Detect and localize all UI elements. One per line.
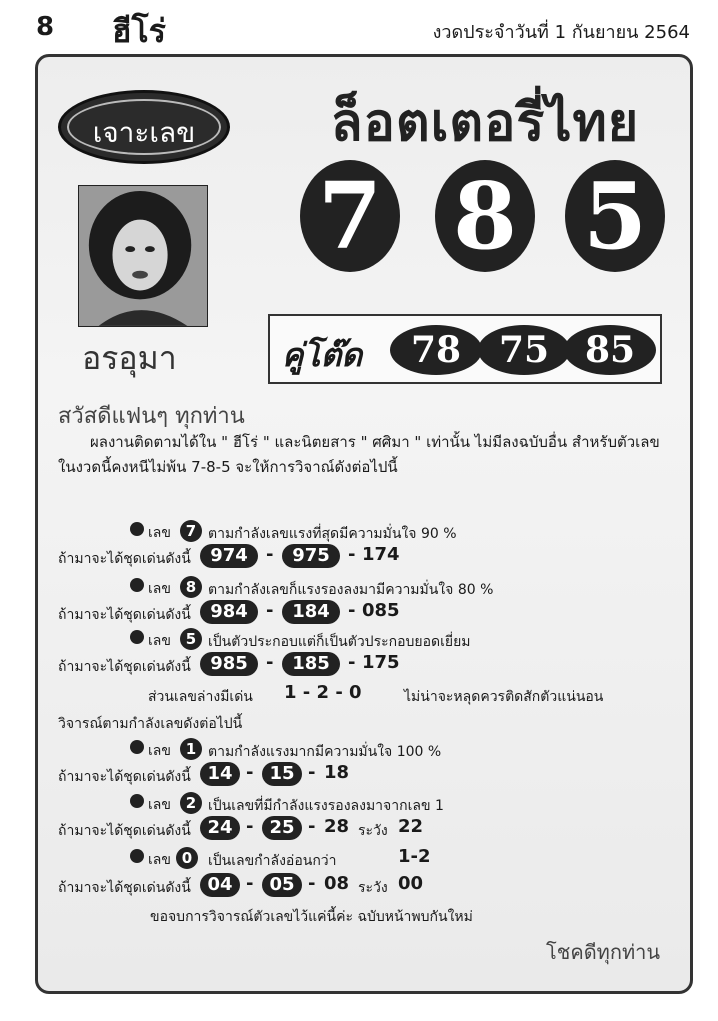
analysis-extra: 1-2 [398,846,431,867]
analysis-desc: เป็นเลขที่มีกำลังแรงรองลงมาจากเลข 1 [208,798,444,814]
combo-number: 25 [262,816,302,840]
separator: - [348,600,356,621]
separator: - [348,652,356,673]
intro-line: ในงวดนี้คงหนีไม่พ้น 7-8-5 จะให้การวิจาณ์ดังต่อไปนี้ [58,458,398,476]
main-number: 7 [317,162,382,270]
combo-row [0,543,718,573]
combo-number: 975 [282,544,340,568]
separator: - [308,873,316,894]
main-number-ball [300,160,400,272]
combo-label: ถ้ามาจะได้ชุดเด่นดังนี้ [58,880,191,896]
combo-label: ถ้ามาจะได้ชุดเด่นดังนี้ [58,607,191,623]
combo-number: 14 [200,762,240,786]
combo-number: 985 [200,652,258,676]
combo-number: 24 [200,816,240,840]
prefix: เลข [148,633,171,649]
combo-label: ถ้ามาจะได้ชุดเด่นดังนี้ [58,659,191,675]
magazine-name: ฮีโร่ [112,12,166,50]
digit-ball: 5 [180,628,202,650]
lower-digits: 1 - 2 - 0 [284,682,362,703]
badge-label: เจาะเลข [92,116,196,149]
combo-number: 28 [324,816,350,837]
combo-number: 05 [262,873,302,897]
combo-number: 04 [200,873,240,897]
prefix: เลข [148,525,171,541]
guard-number: 22 [398,816,424,837]
combo-row [0,651,718,681]
prefix: เลข [148,581,171,597]
separator: - [308,762,316,783]
analysis-desc: ตามกำลังเลขก็แรงรองลงมามีความมั่นใจ 80 % [208,582,494,598]
combo-number: 185 [282,652,340,676]
main-number-ball [435,160,535,272]
separator: - [308,816,316,837]
separator: - [266,544,274,565]
separator: - [348,544,356,565]
pair-box [268,314,662,384]
lower-label: ส่วนเลขล่างมีเด่น [148,689,253,705]
analysis-desc: ตามกำลังเลขแรงที่สุดมีความมั่นใจ 90 % [208,526,457,542]
bullet-icon [130,740,144,754]
digit-ball: 8 [180,576,202,598]
page-header [0,0,718,52]
guard-number: 00 [398,873,424,894]
pair-number: 75 [478,325,570,375]
combo-number: 175 [362,652,400,673]
separator: - [246,816,254,837]
closing-text: ขอจบการวิจารณ์ตัวเลขไว้แค่นี้ค่ะ ฉบับหน้าพบกันใหม่ [150,909,473,925]
combo-label: ถ้ามาจะได้ชุดเด่นดังนี้ [58,823,191,839]
bullet-icon [130,794,144,808]
bullet-icon [130,849,144,863]
intro-paragraph [58,430,698,480]
portrait-image [79,186,207,326]
combo-number: 974 [200,544,258,568]
combo-number: 984 [200,600,258,624]
page-number: 8 [36,12,55,42]
prefix: เลข [148,852,171,868]
pair-number: 78 [390,325,482,375]
writer-photo [78,185,208,327]
combo-row [0,599,718,629]
main-number: 5 [582,162,647,270]
lower-note: ไม่น่าจะหลุดควรติดสักตัวแน่นอน [404,689,604,705]
digit-ball: 2 [180,792,202,814]
intro-line: ผลงานติดตามได้ใน " ฮีโร่ " และนิตยสาร " ศศิมา " เท่านั้น ไม่มีลงฉบับอื่น สำหรับตัวเลข [90,433,660,451]
section-badge [58,90,230,164]
pair-number: 85 [564,325,656,375]
lower-row [0,681,718,711]
analysis-row [0,845,718,875]
separator: - [266,600,274,621]
analysis-desc: เป็นตัวประกอบแต่ก็เป็นตัวประกอบยอดเยี่ยม [208,634,471,650]
combo-label: ถ้ามาจะได้ชุดเด่นดังนี้ [58,551,191,567]
combo-number: 174 [362,544,400,565]
article-title: ล็อตเตอรี่ไทย [330,93,640,153]
main-number-ball [565,160,665,272]
prefix: เลข [148,797,171,813]
separator: - [246,762,254,783]
analysis-desc: เป็นเลขกำลังอ่อนกว่า [208,853,337,869]
digit-ball: 0 [176,847,198,869]
lower-intro-row [0,708,718,738]
signoff: โชคดีทุกท่าน [546,940,661,964]
combo-number: 18 [324,762,350,783]
combo-row [0,872,718,902]
combo-label: ถ้ามาจะได้ชุดเด่นดังนี้ [58,769,191,785]
digit-ball: 1 [180,738,202,760]
prefix: เลข [148,743,171,759]
combo-number: 085 [362,600,400,621]
bullet-icon [130,522,144,536]
combo-row [0,815,718,845]
greeting: สวัสดีแฟนๆ ทุกท่าน [58,404,245,429]
separator: - [246,873,254,894]
digit-ball: 7 [180,520,202,542]
pair-label: คู่โต๊ด [282,336,363,374]
guard-label: ระวัง [358,823,388,839]
combo-number: 08 [324,873,350,894]
separator: - [266,652,274,673]
combo-number: 15 [262,762,302,786]
analysis-desc: ตามกำลังแรงมากมีความมั่นใจ 100 % [208,744,442,760]
main-number: 8 [452,162,517,270]
lower-intro: วิจารณ์ตามกำลังเลขดังต่อไปนี้ [58,716,243,732]
bullet-icon [130,630,144,644]
combo-row [0,761,718,791]
combo-number: 184 [282,600,340,624]
bullet-icon [130,578,144,592]
writer-name: อรอุมา [82,339,177,377]
issue-date: งวดประจำวันที่ 1 กันยายน 2564 [432,22,690,43]
guard-label: ระวัง [358,880,388,896]
